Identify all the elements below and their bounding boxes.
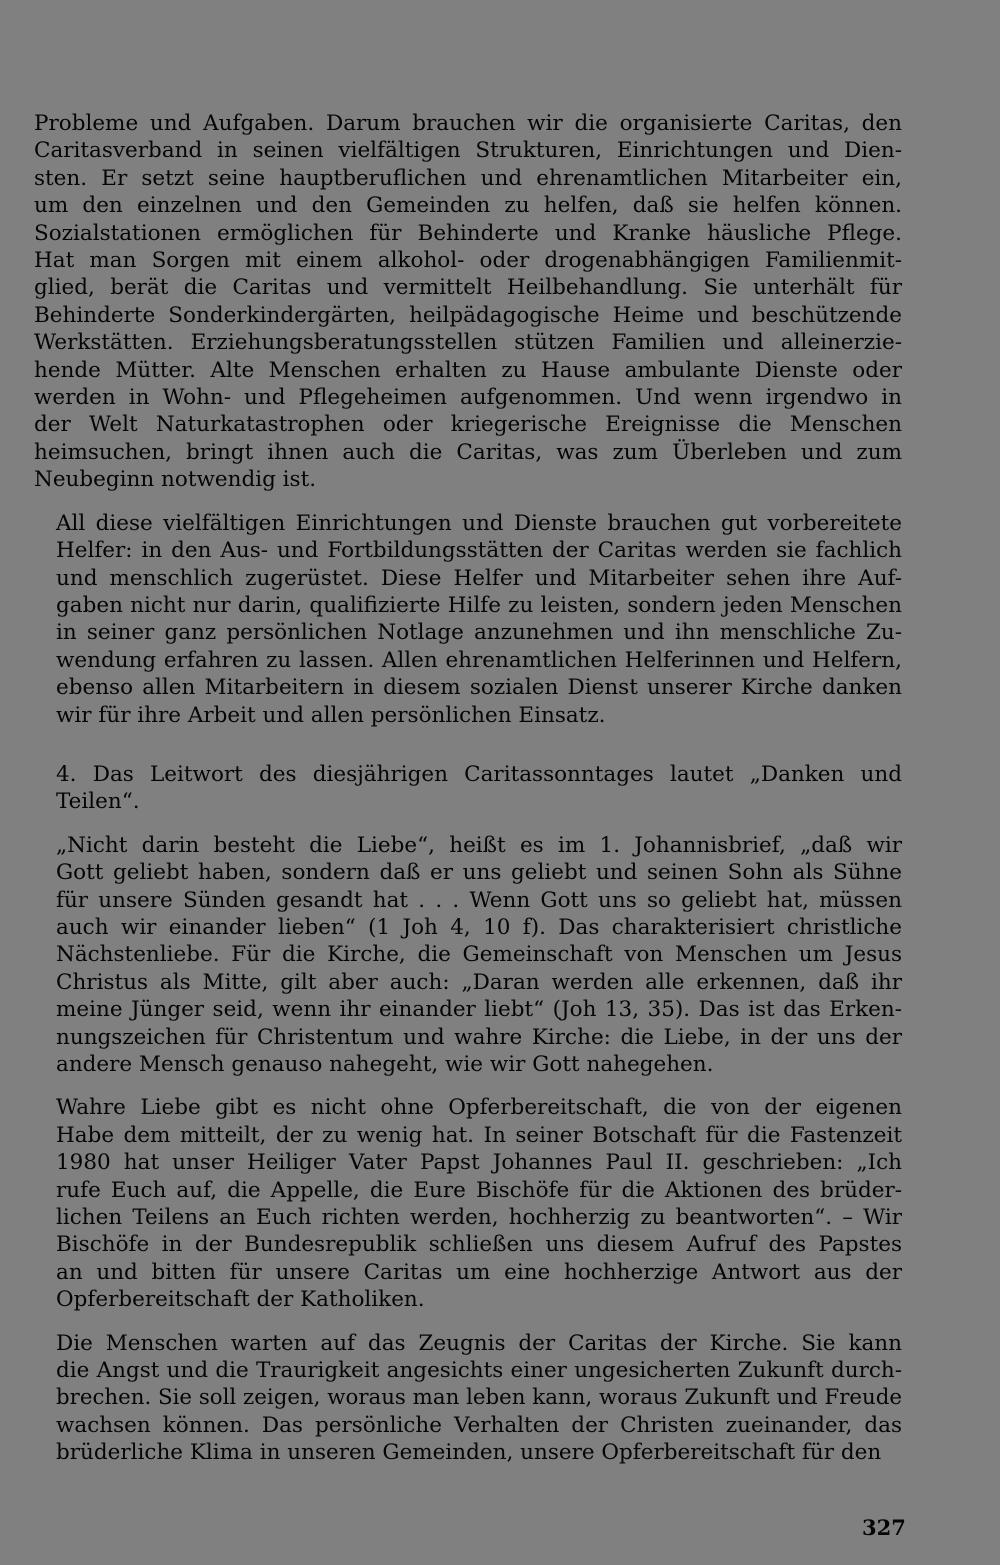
text-line: wir für ihre Arbeit und allen persönlichen Einsatz. [56,702,606,728]
text-line: in seiner ganz persönlichen Notlage anzunehmen und ihn menschliche Zu- [56,620,902,646]
text-line: „Nicht darin besteht die Liebe“, heißt es im 1. Johannisbrief, „daß wir [56,832,902,858]
page-body [34,110,902,1467]
text-line: gaben nicht nur darin, qualifizierte Hilfe zu leisten, sondern jeden Menschen [56,592,902,618]
paragraph-johannes-quote [34,832,902,1079]
text-line: Werkstätten. Erziehungsberatungsstellen stützen Familien und alleinerzie- [34,330,902,356]
text-line: Behinderte Sonderkindergärten, heilpädagogische Heime und beschützende [34,302,902,328]
text-line: auch wir einander lieben“ (1 Joh 4, 10 f). Das charakterisiert christliche [56,914,902,940]
text-line: 4. Das Leitwort des diesjährigen Caritassonntages lautet „Danken und [56,761,902,787]
text-line: brechen. Sie soll zeigen, woraus man leben kann, woraus Zukunft und Freude [56,1385,902,1411]
text-line: Caritasverband in seinen vielfältigen Strukturen, Einrichtungen und Dien- [34,138,902,164]
text-line: Nächstenliebe. Für die Kirche, die Gemeinschaft von Menschen um Jesus [56,942,902,968]
text-line: lichen Teilens an Euch richten werden, hochherzig zu beantworten“. – Wir [56,1205,902,1231]
paragraph-zeugnis [34,1330,902,1467]
text-line: Sozialstationen ermöglichen für Behinderte und Kranke häusliche Pflege. [34,220,902,246]
text-line: hende Mütter. Alte Menschen erhalten zu Hause ambulante Dienste oder [34,357,902,383]
text-line: wendung erfahren zu lassen. Allen ehrenamtlichen Helferinnen und Helfern, [56,647,902,673]
text-line: an und bitten für unsere Caritas um eine hochherzige Antwort aus der [56,1259,902,1285]
text-line: glied, berät die Caritas und vermittelt Heilbehandlung. Sie unterhält für [34,275,902,301]
text-line: All diese vielfältigen Einrichtungen und Dienste brauchen gut vorbereitete [56,510,902,536]
text-line: heimsuchen, bringt ihnen auch die Caritas, was zum Überleben und zum [34,439,902,465]
paragraph-section-4-heading [34,761,902,816]
text-line: nungszeichen für Christentum und wahre Kirche: die Liebe, in der uns der [56,1024,902,1050]
text-line: ebenso allen Mitarbeitern in diesem sozialen Dienst unserer Kirche danken [56,675,902,701]
paragraph-helpers [34,510,902,729]
text-line: für unsere Sünden gesandt hat . . . Wenn Gott uns so geliebt hat, müssen [56,887,902,913]
text-line: Hat man Sorgen mit einem alkohol- oder drogenabhängigen Familienmit- [34,248,902,274]
text-line: Christus als Mitte, gilt aber auch: „Daran werden alle erkennen, daß ihr [56,969,902,995]
text-line: die Angst und die Traurigkeit angesichts einer ungesicherten Zukunft durch- [56,1358,902,1384]
text-line: sten. Er setzt seine hauptberuflichen und ehrenamtlichen Mitarbeiter ein, [34,165,902,191]
text-line: Opferbereitschaft der Katholiken. [56,1287,425,1313]
text-line: Gott geliebt haben, sondern daß er uns geliebt und seinen Sohn als Sühne [56,860,902,886]
text-line: andere Mensch genauso nahegeht, wie wir Gott nahegehen. [56,1052,714,1077]
text-line: Wahre Liebe gibt es nicht ohne Opferbereitschaft, die von der eigenen [56,1095,902,1121]
text-line: Helfer: in den Aus- und Fortbildungsstätten der Caritas werden sie fachlich [56,538,902,564]
text-line: Die Menschen warten auf das Zeugnis der Caritas der Kirche. Sie kann [56,1330,902,1356]
text-line: brüderliche Klima in unseren Gemeinden, unsere Opferbereitschaft für den [56,1440,882,1466]
text-line: Bischöfe in der Bundesrepublik schließen uns diesem Aufruf des Papstes [56,1232,902,1258]
text-line: Teilen“. [56,789,140,815]
text-line: Neubeginn notwendig ist. [34,467,317,493]
paragraph-opferbereitschaft [34,1094,902,1313]
page-number: 327 [862,1515,906,1540]
text-line: Probleme und Aufgaben. Darum brauchen wir die organisierte Caritas, den [34,111,902,136]
text-line: meine Jünger seid, wenn ihr einander liebt“ (Joh 13, 35). Das ist das Erken- [56,997,902,1023]
text-line: der Welt Naturkatastrophen oder kriegerische Ereignisse die Menschen [34,412,902,438]
text-line: rufe Euch auf, die Appelle, die Eure Bischöfe für die Aktionen des brüder- [56,1177,902,1203]
text-line: Habe dem mitteilt, der zu wenig hat. In seiner Botschaft für die Fastenzeit [56,1122,902,1148]
paragraph-caritas-services [34,110,902,494]
text-line: um den einzelnen und den Gemeinden zu helfen, daß sie helfen können. [34,193,902,219]
text-line: wachsen können. Das persönliche Verhalten der Christen zueinander, das [56,1412,902,1438]
text-line: 1980 hat unser Heiliger Vater Papst Johannes Paul II. geschrieben: „Ich [56,1150,902,1176]
text-line: werden in Wohn- und Pflegeheimen aufgenommen. Und wenn irgendwo in [34,385,902,411]
text-line: und menschlich zugerüstet. Diese Helfer und Mitarbeiter sehen ihre Auf- [56,565,902,591]
